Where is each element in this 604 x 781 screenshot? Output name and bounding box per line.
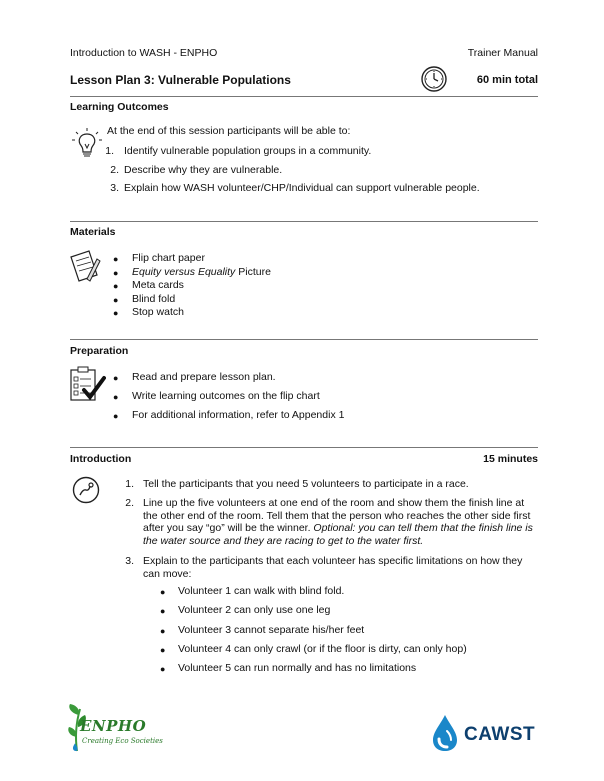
checklist-icon (68, 366, 106, 402)
bullet: ● (160, 626, 166, 636)
step-number: 1. (125, 478, 134, 490)
list-number: 1. (105, 145, 114, 157)
step-number: 3. (125, 555, 134, 567)
list-item: Meta cards (132, 279, 184, 291)
bullet: ● (113, 411, 119, 421)
divider (70, 221, 538, 222)
list-item: Blind fold (132, 293, 176, 305)
introduction-duration: 15 minutes (483, 453, 538, 465)
enpho-logo (66, 703, 166, 755)
bullet: ● (160, 606, 166, 616)
bullet: ● (160, 645, 166, 655)
list-item: Write learning outcomes on the flip chart (132, 390, 320, 402)
clock-icon (421, 66, 447, 92)
activity-icon (72, 476, 100, 504)
list-item-rest: Picture (235, 266, 271, 278)
cawst-wordmark: CAWST (464, 724, 536, 745)
divider (70, 96, 538, 97)
bullet: ● (160, 587, 166, 597)
divider (70, 339, 538, 340)
list-item: Describe why they are vulnerable. (124, 164, 283, 176)
step-text: Explain to the participants that each volunteer has specific limitations on how they can move: (143, 555, 523, 580)
step-text-optional: Optional: you can tell them that the finish line is the water source and they are racing to get to the water first. (143, 522, 533, 547)
total-duration: 60 min total (476, 74, 538, 86)
preparation-heading: Preparation (70, 345, 129, 357)
list-item: Flip chart paper (132, 252, 205, 264)
bullet: ● (113, 281, 119, 291)
list-item: Read and prepare lesson plan. (132, 371, 276, 383)
list-item: Identify vulnerable population groups in a community. (124, 145, 372, 157)
sub-list-item: Volunteer 1 can walk with blind fold. (178, 585, 345, 597)
sub-list-item: Volunteer 5 can run normally and has no limitations (178, 662, 417, 674)
bullet: ● (113, 392, 119, 402)
header-right-text: Trainer Manual (467, 47, 538, 59)
learning-outcomes-heading: Learning Outcomes (70, 101, 169, 113)
list-item: Stop watch (132, 306, 184, 318)
header-left-text: Introduction to WASH - ENPHO (70, 47, 218, 59)
sub-list-item: Volunteer 4 can only crawl (or if the floor is dirty, can only hop) (178, 643, 467, 655)
introduction-heading: Introduction (70, 453, 132, 465)
list-item: Explain how WASH volunteer/CHP/Individual can support vulnerable people. (124, 182, 480, 194)
step-text-main: Line up the five volunteers at one end of the room and show them the finish line at the other end of the room. Tell them that the person who reaches the other side first after you say “go” will be the winner. (143, 497, 531, 535)
divider (70, 447, 538, 448)
lightbulb-icon (70, 126, 104, 162)
step-text (143, 497, 538, 547)
cawst-logo (430, 713, 540, 755)
enpho-wordmark: ENPHO (80, 717, 147, 735)
list-item-italic: Equity versus Equality (132, 266, 236, 278)
flipchart-pencil-icon (67, 249, 103, 283)
step-number: 2. (125, 497, 134, 509)
sub-list-item: Volunteer 2 can only use one leg (178, 604, 331, 616)
enpho-tagline: Creating Eco Societies (82, 737, 163, 745)
bullet: ● (113, 268, 119, 278)
materials-heading: Materials (70, 226, 116, 238)
bullet: ● (113, 254, 119, 264)
page-title: Lesson Plan 3: Vulnerable Populations (70, 73, 291, 87)
bullet: ● (113, 308, 119, 318)
step-text: Tell the participants that you need 5 volunteers to participate in a race. (143, 478, 469, 490)
list-number: 3. (110, 182, 119, 194)
bullet: ● (113, 373, 119, 383)
list-number: 2. (110, 164, 119, 176)
water-drop-icon (430, 713, 460, 753)
list-item (132, 266, 271, 278)
bullet: ● (113, 295, 119, 305)
sub-list-item: Volunteer 3 cannot separate his/her feet (178, 624, 365, 636)
list-item: For additional information, refer to Appendix 1 (132, 409, 345, 421)
learning-outcomes-intro: At the end of this session participants will be able to: (107, 125, 351, 137)
bullet: ● (160, 664, 166, 674)
